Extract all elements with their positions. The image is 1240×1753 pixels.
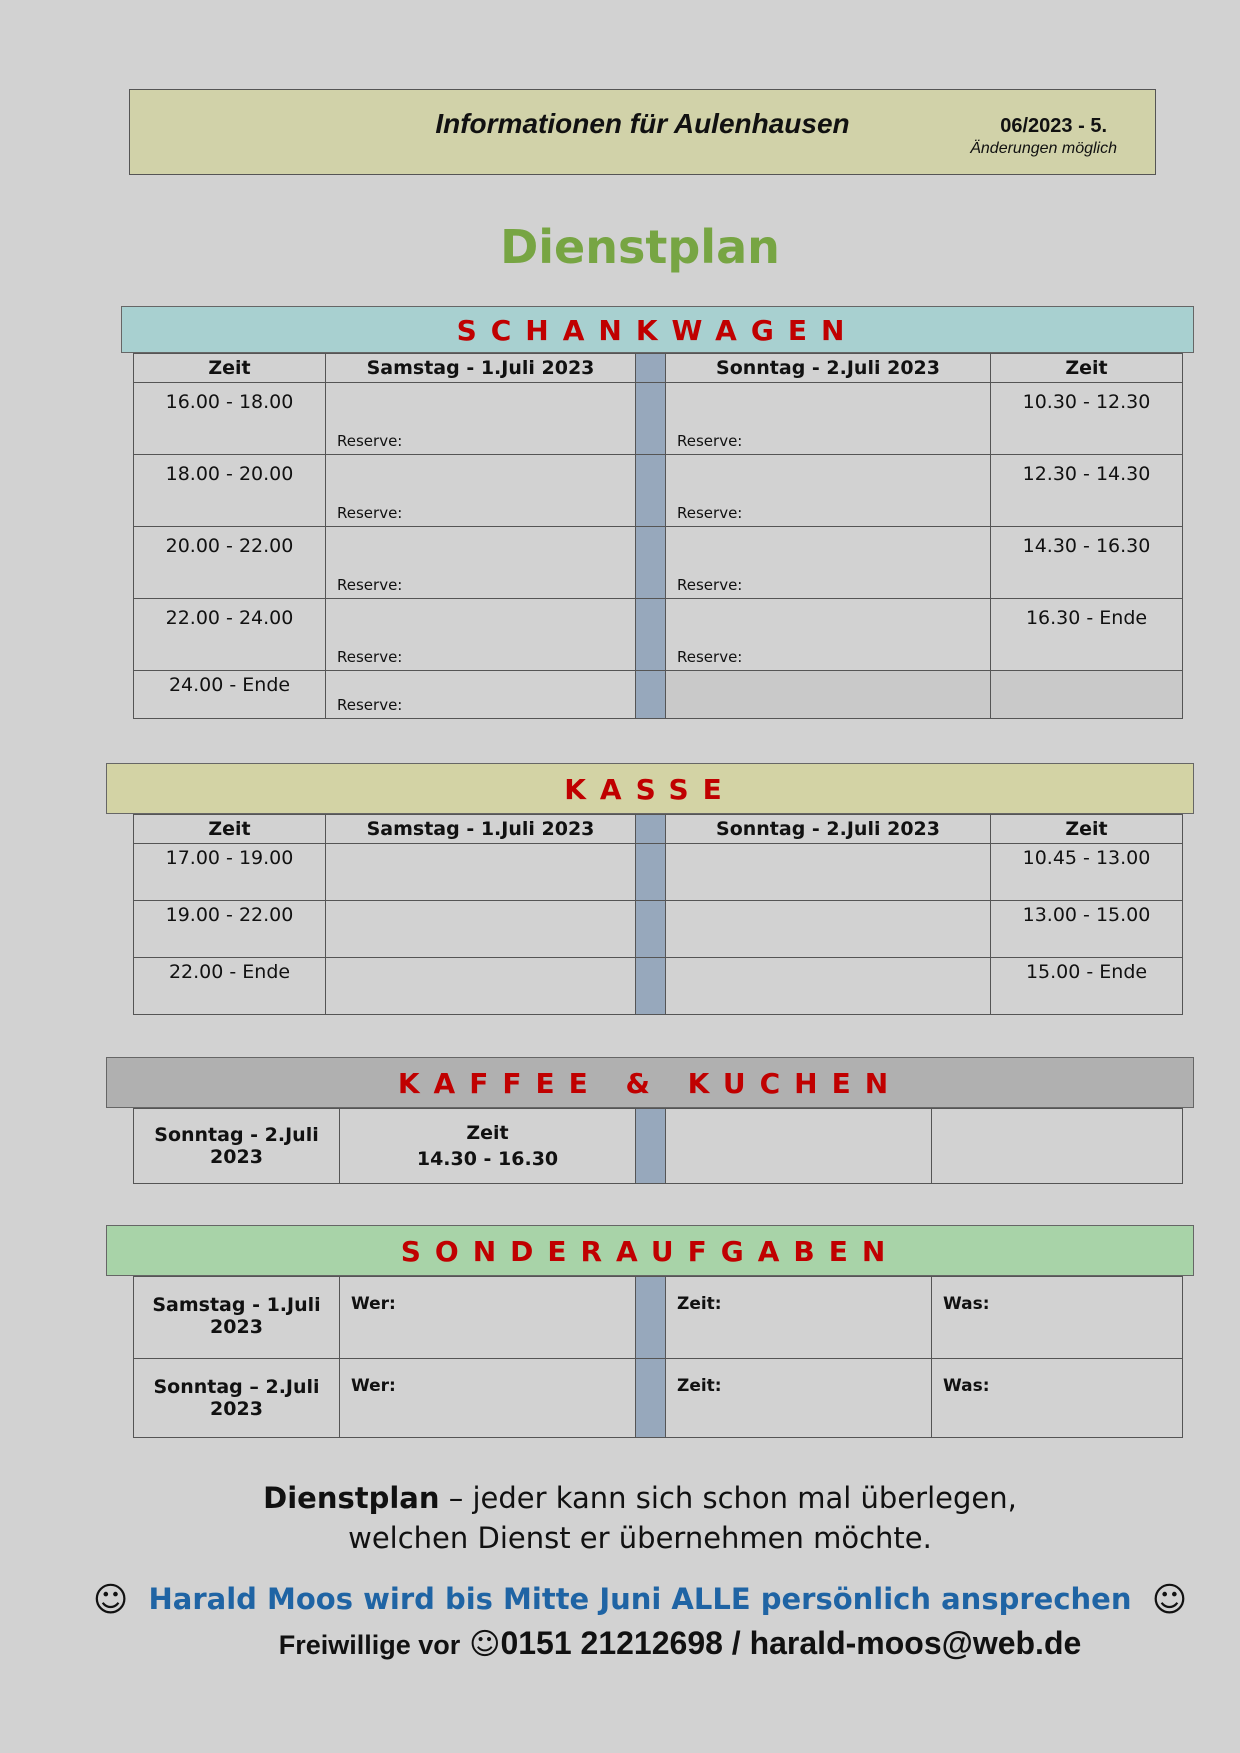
saturday-time: 18.00 - 20.00 <box>134 455 326 527</box>
sunday-time-empty <box>991 671 1183 719</box>
sonder-day: Sonntag – 2.Juli 2023 <box>134 1359 340 1438</box>
header-title: Informationen für Aulenhausen <box>435 108 850 139</box>
changes-note: Änderungen möglich <box>970 140 1117 157</box>
footer-note <box>0 1478 1240 1558</box>
table-row <box>134 455 1183 527</box>
sunday-slot-empty <box>666 671 991 719</box>
reserve-label: Reserve: <box>677 648 743 666</box>
sunday-time: 16.30 - Ende <box>991 599 1183 671</box>
header-sunday: Sonntag - 2.Juli 2023 <box>666 354 991 383</box>
sonder-was-cell[interactable] <box>932 1277 1183 1359</box>
sunday-slot[interactable] <box>666 455 991 527</box>
sunday-slot[interactable] <box>666 901 991 958</box>
schankwagen-table <box>133 353 1183 719</box>
table-row <box>134 383 1183 455</box>
table-row <box>134 901 1183 958</box>
table-row <box>134 1277 1183 1359</box>
schankwagen-band <box>121 306 1194 353</box>
sunday-time: 15.00 - Ende <box>991 958 1183 1015</box>
saturday-time: 24.00 - Ende <box>134 671 326 719</box>
column-separator <box>636 1109 666 1184</box>
kasse-band <box>106 763 1194 814</box>
saturday-slot[interactable] <box>326 455 636 527</box>
page-title: Dienstplan <box>500 220 780 274</box>
volunteer-line <box>0 1625 1240 1662</box>
saturday-slot[interactable] <box>326 383 636 455</box>
wer-label: Wer: <box>351 1294 396 1314</box>
sunday-time: 10.30 - 12.30 <box>991 383 1183 455</box>
footer-dienstplan-bold: Dienstplan <box>263 1481 440 1515</box>
header-saturday: Samstag - 1.Juli 2023 <box>326 354 636 383</box>
reserve-label: Reserve: <box>337 648 403 666</box>
sunday-time: 14.30 - 16.30 <box>991 527 1183 599</box>
table-row <box>134 1109 1183 1184</box>
kaffee-day: Sonntag - 2.Juli 2023 <box>134 1109 340 1184</box>
kasse-table <box>133 814 1183 1015</box>
sonder-title: SONDERAUFGABEN <box>400 1235 900 1268</box>
header-zeit-right: Zeit <box>991 815 1183 844</box>
reserve-label: Reserve: <box>337 576 403 594</box>
saturday-slot[interactable] <box>326 901 636 958</box>
header-sunday: Sonntag - 2.Juli 2023 <box>666 815 991 844</box>
table-row <box>134 1359 1183 1438</box>
saturday-slot[interactable] <box>326 958 636 1015</box>
schankwagen-title: SCHANKWAGEN <box>456 314 859 347</box>
table-row <box>134 958 1183 1015</box>
sunday-time: 13.00 - 15.00 <box>991 901 1183 958</box>
smiley-icon: ☺ <box>92 1580 129 1620</box>
sunday-slot[interactable] <box>666 599 991 671</box>
kaffee-band <box>106 1057 1194 1108</box>
reserve-label: Reserve: <box>337 696 403 714</box>
table-row <box>134 599 1183 671</box>
column-separator <box>636 844 666 901</box>
saturday-time: 19.00 - 22.00 <box>134 901 326 958</box>
was-label: Was: <box>943 1376 990 1396</box>
saturday-time: 20.00 - 22.00 <box>134 527 326 599</box>
header-saturday: Samstag - 1.Juli 2023 <box>326 815 636 844</box>
sunday-slot[interactable] <box>666 844 991 901</box>
saturday-time: 22.00 - Ende <box>134 958 326 1015</box>
kaffee-time-cell <box>340 1109 636 1184</box>
footer-line1-rest: – jeder kann sich schon mal überlegen, <box>439 1481 1017 1515</box>
kaffee-table <box>133 1108 1183 1184</box>
header-box <box>129 89 1156 175</box>
sonder-zeit-cell[interactable] <box>666 1277 932 1359</box>
reserve-label: Reserve: <box>677 576 743 594</box>
saturday-slot[interactable] <box>326 599 636 671</box>
kaffee-zeit-value: 14.30 - 16.30 <box>416 1148 559 1170</box>
kaffee-zeit-label: Zeit <box>466 1122 509 1144</box>
saturday-time: 17.00 - 19.00 <box>134 844 326 901</box>
table-row <box>134 527 1183 599</box>
sunday-time: 10.45 - 13.00 <box>991 844 1183 901</box>
column-separator <box>636 354 666 383</box>
column-separator <box>636 901 666 958</box>
phone-email[interactable]: 0151 21212698 / harald-moos@web.de <box>500 1625 1082 1661</box>
issue-number: 06/2023 - 5. <box>1000 115 1107 137</box>
saturday-time: 22.00 - 24.00 <box>134 599 326 671</box>
reserve-label: Reserve: <box>677 504 743 522</box>
smiley-icon: ☺ <box>469 1627 501 1662</box>
sonder-wer-cell[interactable] <box>340 1277 636 1359</box>
table-row <box>134 671 1183 719</box>
reserve-label: Reserve: <box>337 432 403 450</box>
saturday-slot[interactable] <box>326 527 636 599</box>
table-row <box>134 844 1183 901</box>
column-separator <box>636 671 666 719</box>
sunday-time: 12.30 - 14.30 <box>991 455 1183 527</box>
reserve-label: Reserve: <box>337 504 403 522</box>
sonder-day: Samstag - 1.Juli 2023 <box>134 1277 340 1359</box>
saturday-slot[interactable] <box>326 671 636 719</box>
kasse-title: KASSE <box>564 773 736 806</box>
column-separator <box>636 599 666 671</box>
header-zeit-left: Zeit <box>134 815 326 844</box>
sonder-zeit-cell[interactable] <box>666 1359 932 1438</box>
sonder-band <box>106 1225 1194 1276</box>
sonder-table <box>133 1276 1183 1438</box>
wer-label: Wer: <box>351 1376 396 1396</box>
contact-line <box>0 1580 1240 1620</box>
header-zeit-left: Zeit <box>134 354 326 383</box>
column-separator <box>636 815 666 844</box>
column-separator <box>636 1359 666 1438</box>
sunday-slot[interactable] <box>666 958 991 1015</box>
contact-text: Harald Moos wird bis Mitte Juni ALLE persönlich ansprechen <box>148 1582 1132 1616</box>
smiley-icon: ☺ <box>1151 1580 1188 1620</box>
column-separator <box>636 383 666 455</box>
column-separator <box>636 958 666 1015</box>
reserve-label: Reserve: <box>677 432 743 450</box>
header-zeit-right: Zeit <box>991 354 1183 383</box>
kaffee-slot-1[interactable] <box>666 1109 932 1184</box>
sunday-slot[interactable] <box>666 527 991 599</box>
footer-line2: welchen Dienst er übernehmen möchte. <box>348 1521 932 1555</box>
saturday-time: 16.00 - 18.00 <box>134 383 326 455</box>
column-separator <box>636 1277 666 1359</box>
zeit-label: Zeit: <box>677 1294 722 1314</box>
kaffee-title: KAFFEE & KUCHEN <box>397 1067 903 1100</box>
kaffee-slot-2[interactable] <box>932 1109 1183 1184</box>
sonder-wer-cell[interactable] <box>340 1359 636 1438</box>
column-separator <box>636 527 666 599</box>
sonder-was-cell[interactable] <box>932 1359 1183 1438</box>
saturday-slot[interactable] <box>326 844 636 901</box>
was-label: Was: <box>943 1294 990 1314</box>
column-separator <box>636 455 666 527</box>
zeit-label: Zeit: <box>677 1376 722 1396</box>
volunteer-label: Freiwillige vor <box>278 1630 461 1660</box>
sunday-slot[interactable] <box>666 383 991 455</box>
